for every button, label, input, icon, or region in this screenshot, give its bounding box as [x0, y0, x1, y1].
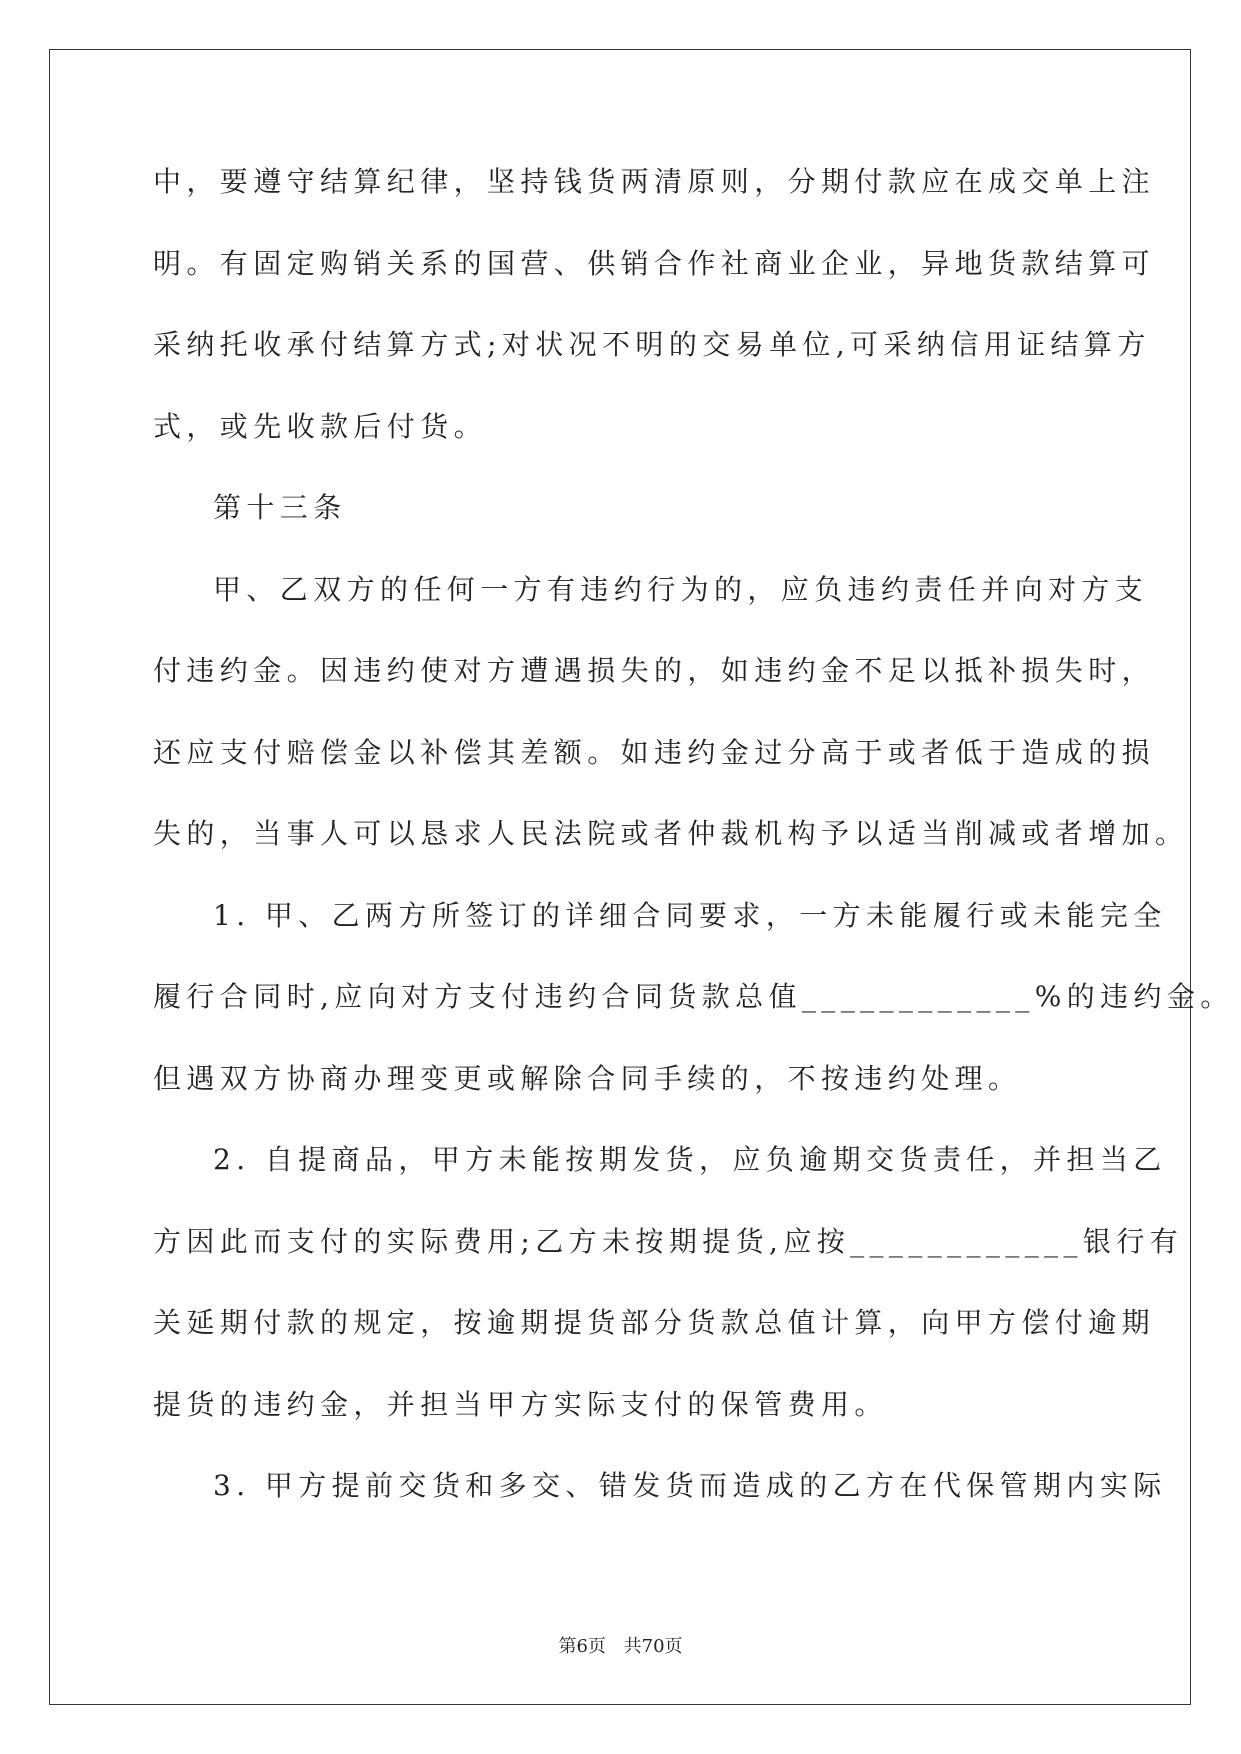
text-line: 还应支付赔偿金以补偿其差额。如违约金过分高于或者低于造成的损	[153, 735, 1156, 769]
text-line: 3. 甲方提前交货和多交、错发货而造成的乙方在代保管期内实际	[213, 1469, 1167, 1502]
text-line: 关延期付款的规定，按逾期提货部分货款总值计算，向甲方偿付逾期	[153, 1306, 1156, 1339]
text-line: 中，要遵守结算纪律，坚持钱货两清原则，分期付款应在成交单上注	[153, 165, 1156, 198]
text-line: 方因此而支付的实际费用;乙方未按期提货,应按____________银行有	[153, 1224, 1184, 1258]
text-line: 提货的违约金，并担当甲方实际支付的保管费用。	[153, 1387, 888, 1421]
text-line: 失的，当事人可以恳求人民法院或者仲裁机构予以适当削减或者增加。	[153, 817, 1189, 850]
text-line: 采纳托收承付结算方式;对状况不明的交易单位,可采纳信用证结算方	[153, 328, 1151, 361]
article-heading: 第十三条	[213, 491, 347, 524]
document-body	[153, 162, 1234, 1548]
page-total: 共70页	[623, 1636, 683, 1657]
text-line: 甲、乙双方的任何一方有违约行为的，应负违约责任并向对方支	[213, 572, 1149, 606]
text-line: 2. 自提商品，甲方未能按期发货，应负逾期交货责任，并担当乙	[213, 1143, 1167, 1176]
page-footer	[0, 1632, 1241, 1658]
text-line: 明。有固定购销关系的国营、供销合作社商业企业，异地货款结算可	[153, 246, 1156, 280]
text-line: 付违约金。因违约使对方遭遇损失的，如违约金不足以抵补损失时，	[153, 654, 1156, 687]
text-line: 履行合同时,应向对方支付违约合同货款总值____________%的违约金。	[153, 980, 1234, 1013]
page-number: 第6页	[558, 1636, 606, 1657]
text-line: 但遇双方协商办理变更或解除合同手续的，不按违约处理。	[153, 1061, 1022, 1095]
text-line: 式，或先收款后付货。	[153, 409, 488, 443]
text-line: 1. 甲、乙两方所签订的详细合同要求，一方未能履行或未能完全	[213, 898, 1167, 932]
